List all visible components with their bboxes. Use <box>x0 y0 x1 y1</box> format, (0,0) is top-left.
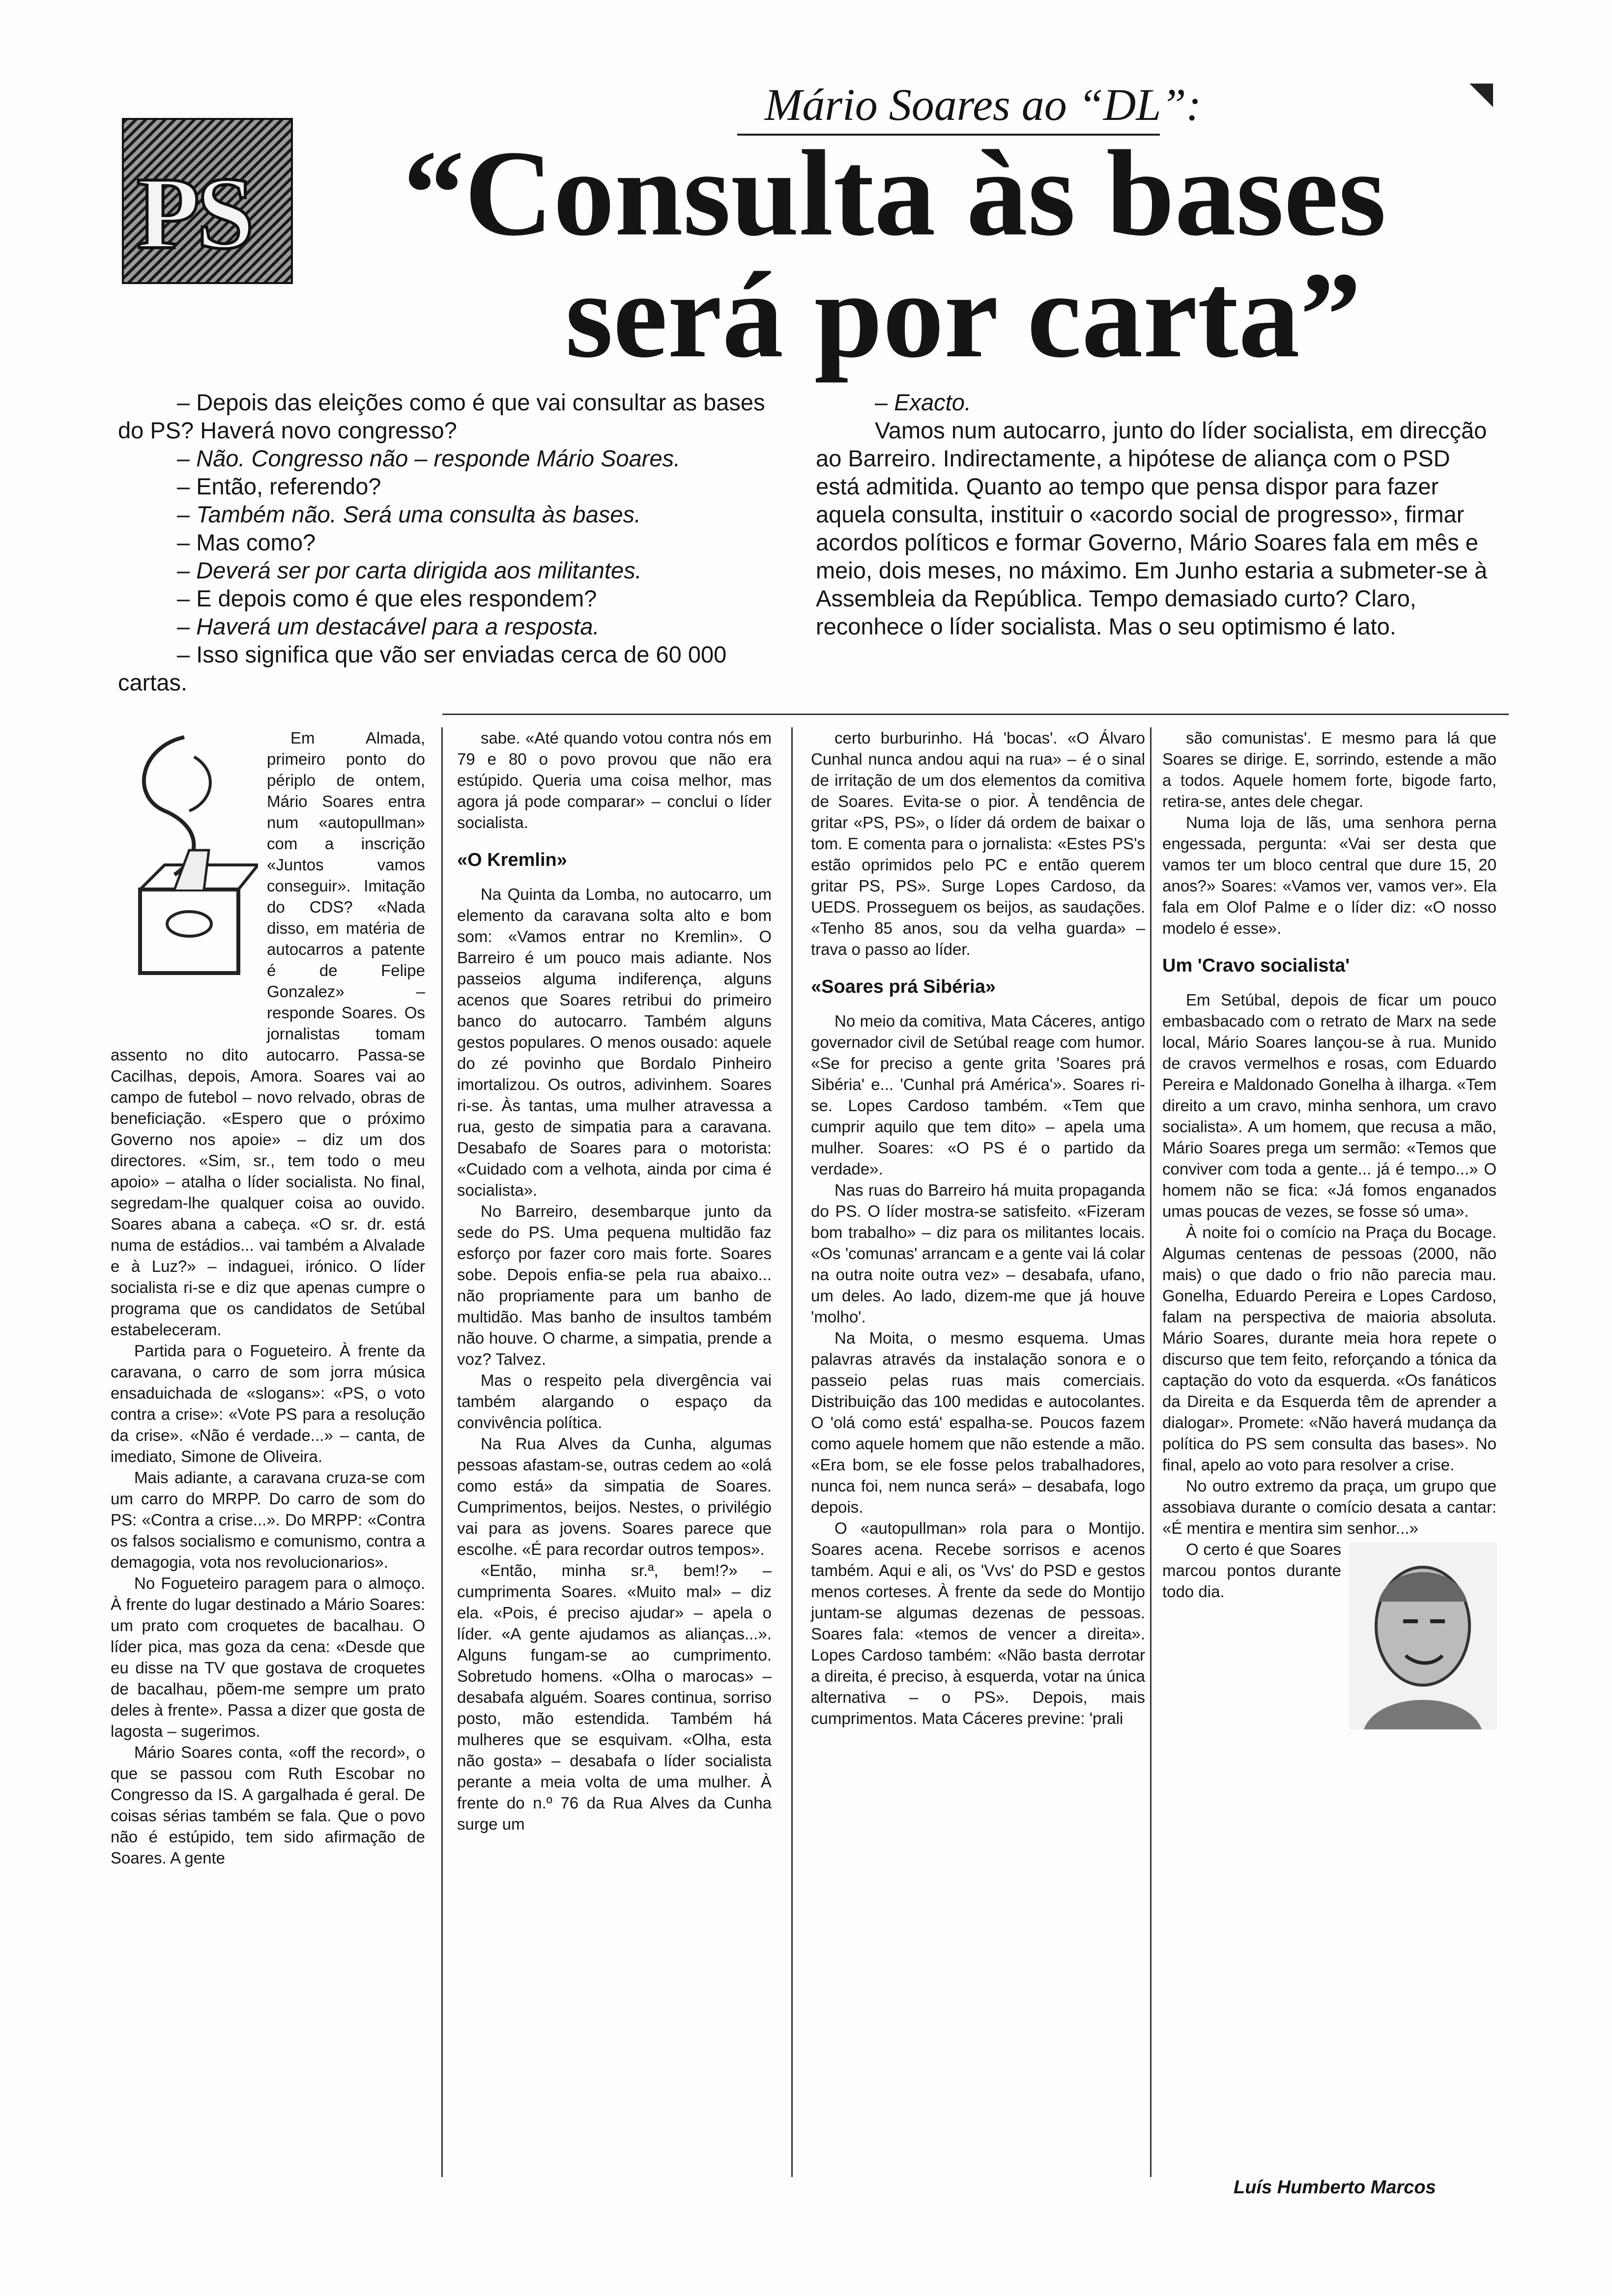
body-paragraph: Mário Soares conta, «off the record», o que se passou com Ruth Escobar no Congresso da IS. A gargalhada é geral. De coisas sérias também se fala. Que o povo não é estúpido, tem sido afirmação de Soares. A gente <box>111 1743 425 1867</box>
column-1 <box>111 727 425 1868</box>
body-paragraph: No outro extremo da praça, um grupo que assobiava durante o comício desata a cantar: «É mentira e mentira sim senhor...» <box>1162 1477 1497 1537</box>
column-4 <box>1162 727 1497 1732</box>
body-paragraph: Mas o respeito pela divergência vai também alargando o espaço da convivência política. <box>457 1371 772 1432</box>
intro-line: – Não. Congresso não – responde Mário Soares. <box>177 445 681 471</box>
intro-line: – E depois como é que eles respondem? <box>177 585 597 611</box>
intro-line: – Mas como? <box>177 529 316 555</box>
body-paragraph: Na Moita, o mesmo esquema. Umas palavras através da instalação sonora e o passeio pelas ruas mais comerciais. Distribuição das 100 medidas e autocolantes. O 'olá como está' espalha-se. Poucos fazem como aquele homem que não estende a mão. «Era bom, se ele fosse pelos trabalhadores, nunca foi, nem nunca será» – desabafa, logo depois. <box>811 1329 1145 1516</box>
body-paragraph: No meio da comitiva, Mata Cáceres, antigo governador civil de Setúbal reage com humor. «Se for preciso a gente grita 'Soares prá Sibéria' e... 'Cunhal prá América'». Soares ri-se. Lopes Cardoso também. «Tem que cumprir aquilo que tem dito» – apela uma mulher. Soares: «O PS é o partido da verdade». <box>811 1012 1145 1178</box>
body-paragraph: Numa loja de lãs, uma senhora perna engessada, pergunta: «Vai ser desta que vamos ter um bloco central que dure 15, 20 anos?» Soares: «Vamos ver, vamos ver». Ela fala em Olof Palme e o líder diz: «O nosso modelo é esse». <box>1162 813 1497 937</box>
body-paragraph: No Fogueteiro paragem para o almoço. À frente do lugar destinado a Mário Soares: um prato com croquetes de bacalhau. O líder pica, mas goza da cena: «Desde que eu disse na TV que gostava de croquetes de bacalhau, põem-me sempre um prato deles à frente». Passa a dizer que gosta de lagosta – sugerimos. <box>111 1574 425 1740</box>
section-heading: Um 'Cravo socialista' <box>1162 955 1350 976</box>
intro-line: – Haverá um destacável para a resposta. <box>177 613 600 639</box>
portrait-photo <box>1349 1543 1497 1729</box>
body-paragraph: À noite foi o comício na Praça du Bocage. Algumas centenas de pessoas (2000, não mais) o que dado o frio não parecia mau. Gonelha, Eduardo Pereira e Lopes Cardoso, falam na perspectiva de maioria absoluta. Mário Soares, durante meia hora repete o discurso que tem feito, reforçando a tónica da captação do voto da esquerda. «Os fanáticos da Direita e da Esquerda têm de aprender a dialogar». Promete: «Não haverá mudança da política do PS sem consulta das bases». No final, apelo ao voto para resolver a crise. <box>1162 1223 1497 1474</box>
column-rule-3 <box>1150 727 1151 2177</box>
intro-line: – Exacto. <box>875 389 971 415</box>
intro-line: – Deverá ser por carta dirigida aos militantes. <box>177 557 642 583</box>
headline <box>403 125 1533 383</box>
body-paragraph: Em Setúbal, depois de ficar um pouco embasbacado com o retrato de Marx na sede local, Mário Soares lançou-se à rua. Munido de cravos vermelhos e rosas, com Eduardo Pereira e Maldonado Gonelha à ilharga. «Tem direito a um cravo, minha senhora, um cravo socialista». A um homem, que recusa a mão, Mário Soares prega um sermão: «Temos que conviver com toda a gente... já é tempo...» O homem não se fica: «Já fomos enganados umas poucas de vezes, se fosse só uma». <box>1162 991 1497 1220</box>
ps-logo-text: PS <box>137 156 252 270</box>
intro-line: – Então, referendo? <box>177 473 381 499</box>
column-2 <box>457 727 772 1835</box>
corner-mark <box>1469 84 1493 107</box>
headline-line2: será por carta” <box>565 247 1361 383</box>
body-paragraph: No Barreiro, desembarque junto da sede do PS. Uma pequena multidão faz esforço por fazer coro mais forte. Soares sobe. Depois enfia-se pela rua abaixo... não propriamente para um banho de multidão. Mas banho de insultos também não houve. O charme, a simpatia, prende a voz? Talvez. <box>457 1202 772 1368</box>
column-rule-1 <box>441 727 443 2177</box>
body-paragraph: Na Rua Alves da Cunha, algumas pessoas afastam-se, outras cedem ao «olá como está» da simpatia de Soares. Cumprimentos, beijos. Nestes, o privilégio vai para as jovens. Soares parece que escolhe. «É para recordar outros tempos». <box>457 1435 772 1558</box>
section-heading: «Soares prá Sibéria» <box>811 976 996 997</box>
column-3 <box>811 727 1145 1729</box>
ps-logo <box>122 118 293 284</box>
column-rule-2 <box>791 727 793 2177</box>
ballot-box-illustration <box>111 727 258 1022</box>
body-paragraph: certo burburinho. Há 'bocas'. «O Álvaro Cunhal nunca andou aqui na rua» – é o sinal de irritação de um dos elementos da comitiva de Soares. Evita-se o pior. À tendência de gritar «PS, PS», o líder dá ordem de baixar o tom. E comenta para o jornalista: «Estes PS's estão oprimidos pelo PC e então querem gritar PS, PS». Surge Lopes Cardoso, da UEDS. Prosseguem os beijos, as saudações. «Tenho 85 anos, sou da velha guarda» – trava o passo ao líder. <box>811 729 1145 958</box>
body-paragraph: Partida para o Fogueteiro. À frente da caravana, o carro de som jorra música ensaduichada de «slogans»: «PS, o voto contra a crise»: «Vote PS para a resolução da crise». «Não é verdade...» – canta, de imediato, Simone de Oliveira. <box>111 1342 425 1465</box>
body-paragraph: Em Almada, primeiro ponto do périplo de ontem, Mário Soares entra num «autopullman» com a inscrição «Juntos vamos conseguir». Imitação do CDS? «Nada disso, em matéria de autocarros a patente é de Felipe Gonzalez» – responde Soares. Os jornalistas tomam assento no dito autocarro. Passa-se Cacilhas, depois, Amora. Soares vai ao campo de futebol – novo relvado, obras de beneficiação. «Espero que o próximo Governo nos apoie» – diz um dos directores. «Sim, sr., tem todo o meu apoio» – atalha o líder socialista. No final, segredam-lhe qualquer coisa ao ouvido. Soares abana a cabeça. «O sr. dr. está numa de estádios... vai também a Alvalade e à Luz?» – indaguei, irónico. O líder socialista ri-se e diz que apenas cumpre o programa que os candidatos de Setúbal estabeleceram. <box>111 729 425 1339</box>
body-paragraph: Nas ruas do Barreiro há muita propaganda do PS. O líder mostra-se satisfeito. «Fizeram bom trabalho» – diz para os militantes locais. «Os 'comunas' arrancam e a gente vai lá colar na outra noite outra vez» – desabafa, ufano, um deles. Ao lado, dizem-me que já houve 'molho'. <box>811 1181 1145 1326</box>
byline: Luís Humberto Marcos <box>1234 2177 1436 2198</box>
intro-divider <box>442 714 1509 715</box>
body-paragraph: Mais adiante, a caravana cruza-se com um carro do MRPP. Do carro de som do PS: «Contra a crise...». Do MRPP: «Contra os falsos socialismo e comunismo, contra a demagogia, vota nos revolucionarios». <box>111 1468 425 1571</box>
intro-line: – Depois das eleições como é que vai consultar as bases do PS? Haverá novo congresso? <box>118 389 765 443</box>
body-paragraph: «Então, minha sr.ª, bem!?» – cumprimenta Soares. «Muito mal» – diz ela. «Pois, é preciso ajudar» – apela o líder. «A gente ajudamos as alianças...». Alguns fungam-se ao cumprimento. Sobretudo homens. «Olha o marocas» – desabafa alguém. Soares continua, sorriso posto, mão estendida. Também há mulheres que se esquivam. «Olha, esta não gosta» – desabafa o líder socialista perante a meia volta de uma mulher. À frente do n.º 76 da Rua Alves da Cunha surge um <box>457 1561 772 1833</box>
intro-right <box>816 388 1494 640</box>
body-paragraph: Na Quinta da Lomba, no autocarro, um elemento da caravana solta alto e bom som: «Vamos entrar no Kremlin». O Barreiro é um pouco mais adiante. Nos passeios alguma indiferença, alguns acenos que Soares retribui do primeiro banco do autocarro. Também alguns gestos populares. O menos ousado: aquele do zé povinho que Bordalo Pinheiro imortalizou. Os outros, adivinhem. Soares ri-se. Às tantas, uma mulher atravessa a rua, gesto de simpatia para a caravana. Desabafo de Soares para o motorista: «Cuidado com a velhota, ainda por cima é socialista». <box>457 885 772 1199</box>
headline-line1: “Consulta às bases <box>403 125 1386 261</box>
body-paragraph: são comunistas'. E mesmo para lá que Soares se dirige. E, sorrindo, estende a mão a todos. Aquele homem forte, bigode farto, retira-se, antes dele chegar. <box>1162 729 1497 810</box>
body-paragraph: sabe. «Até quando votou contra nós em 79 e 80 o povo provou que não era estúpido. Queria uma coisa melhor, mas agora já pode comparar» – conclui o líder socialista. <box>457 729 772 832</box>
body-paragraph: O certo é que Soares marcou pontos durante todo dia. <box>1162 1540 1341 1601</box>
body-paragraph: O «autopullman» rola para o Montijo. Soares acena. Recebe sorrisos e acenos também. Aqui e ali, os 'Vvs' do PSD e gestos menos corteses. À frente da sede do Montijo juntam-se algumas dezenas de pessoas. Soares fala: «temos de vencer a direita». Lopes Cardoso também: «Não basta derrotar a direita, é preciso, à esquerda, votar na única alternativa – o PS». Depois, mais cumprimentos. Mata Cáceres previne: 'prali <box>811 1519 1145 1727</box>
intro-line: Vamos num autocarro, junto do líder socialista, em direcção ao Barreiro. Indirectamente, a hipótese de aliança com o PSD está admitida. Quanto ao tempo que pensa dispor para fazer aquela consulta, instituir o «acordo social de progresso», firmar acordos políticos e formar Governo, Mário Soares fala em mês e meio, dois meses, no máximo. Em Junho estaria a submeter-se à Assembleia da República. Tempo demasiado curto? Claro, reconhece o líder socialista. Mas o seu optimismo é lato. <box>816 417 1488 639</box>
section-heading: «O Kremlin» <box>457 850 567 870</box>
kicker: Mário Soares ao “DL”: <box>764 80 1202 130</box>
intro-left <box>118 388 777 696</box>
intro-line: – Isso significa que vão ser enviadas cerca de 60 000 cartas. <box>118 641 727 695</box>
intro-line: – Também não. Será uma consulta às bases. <box>177 501 641 527</box>
